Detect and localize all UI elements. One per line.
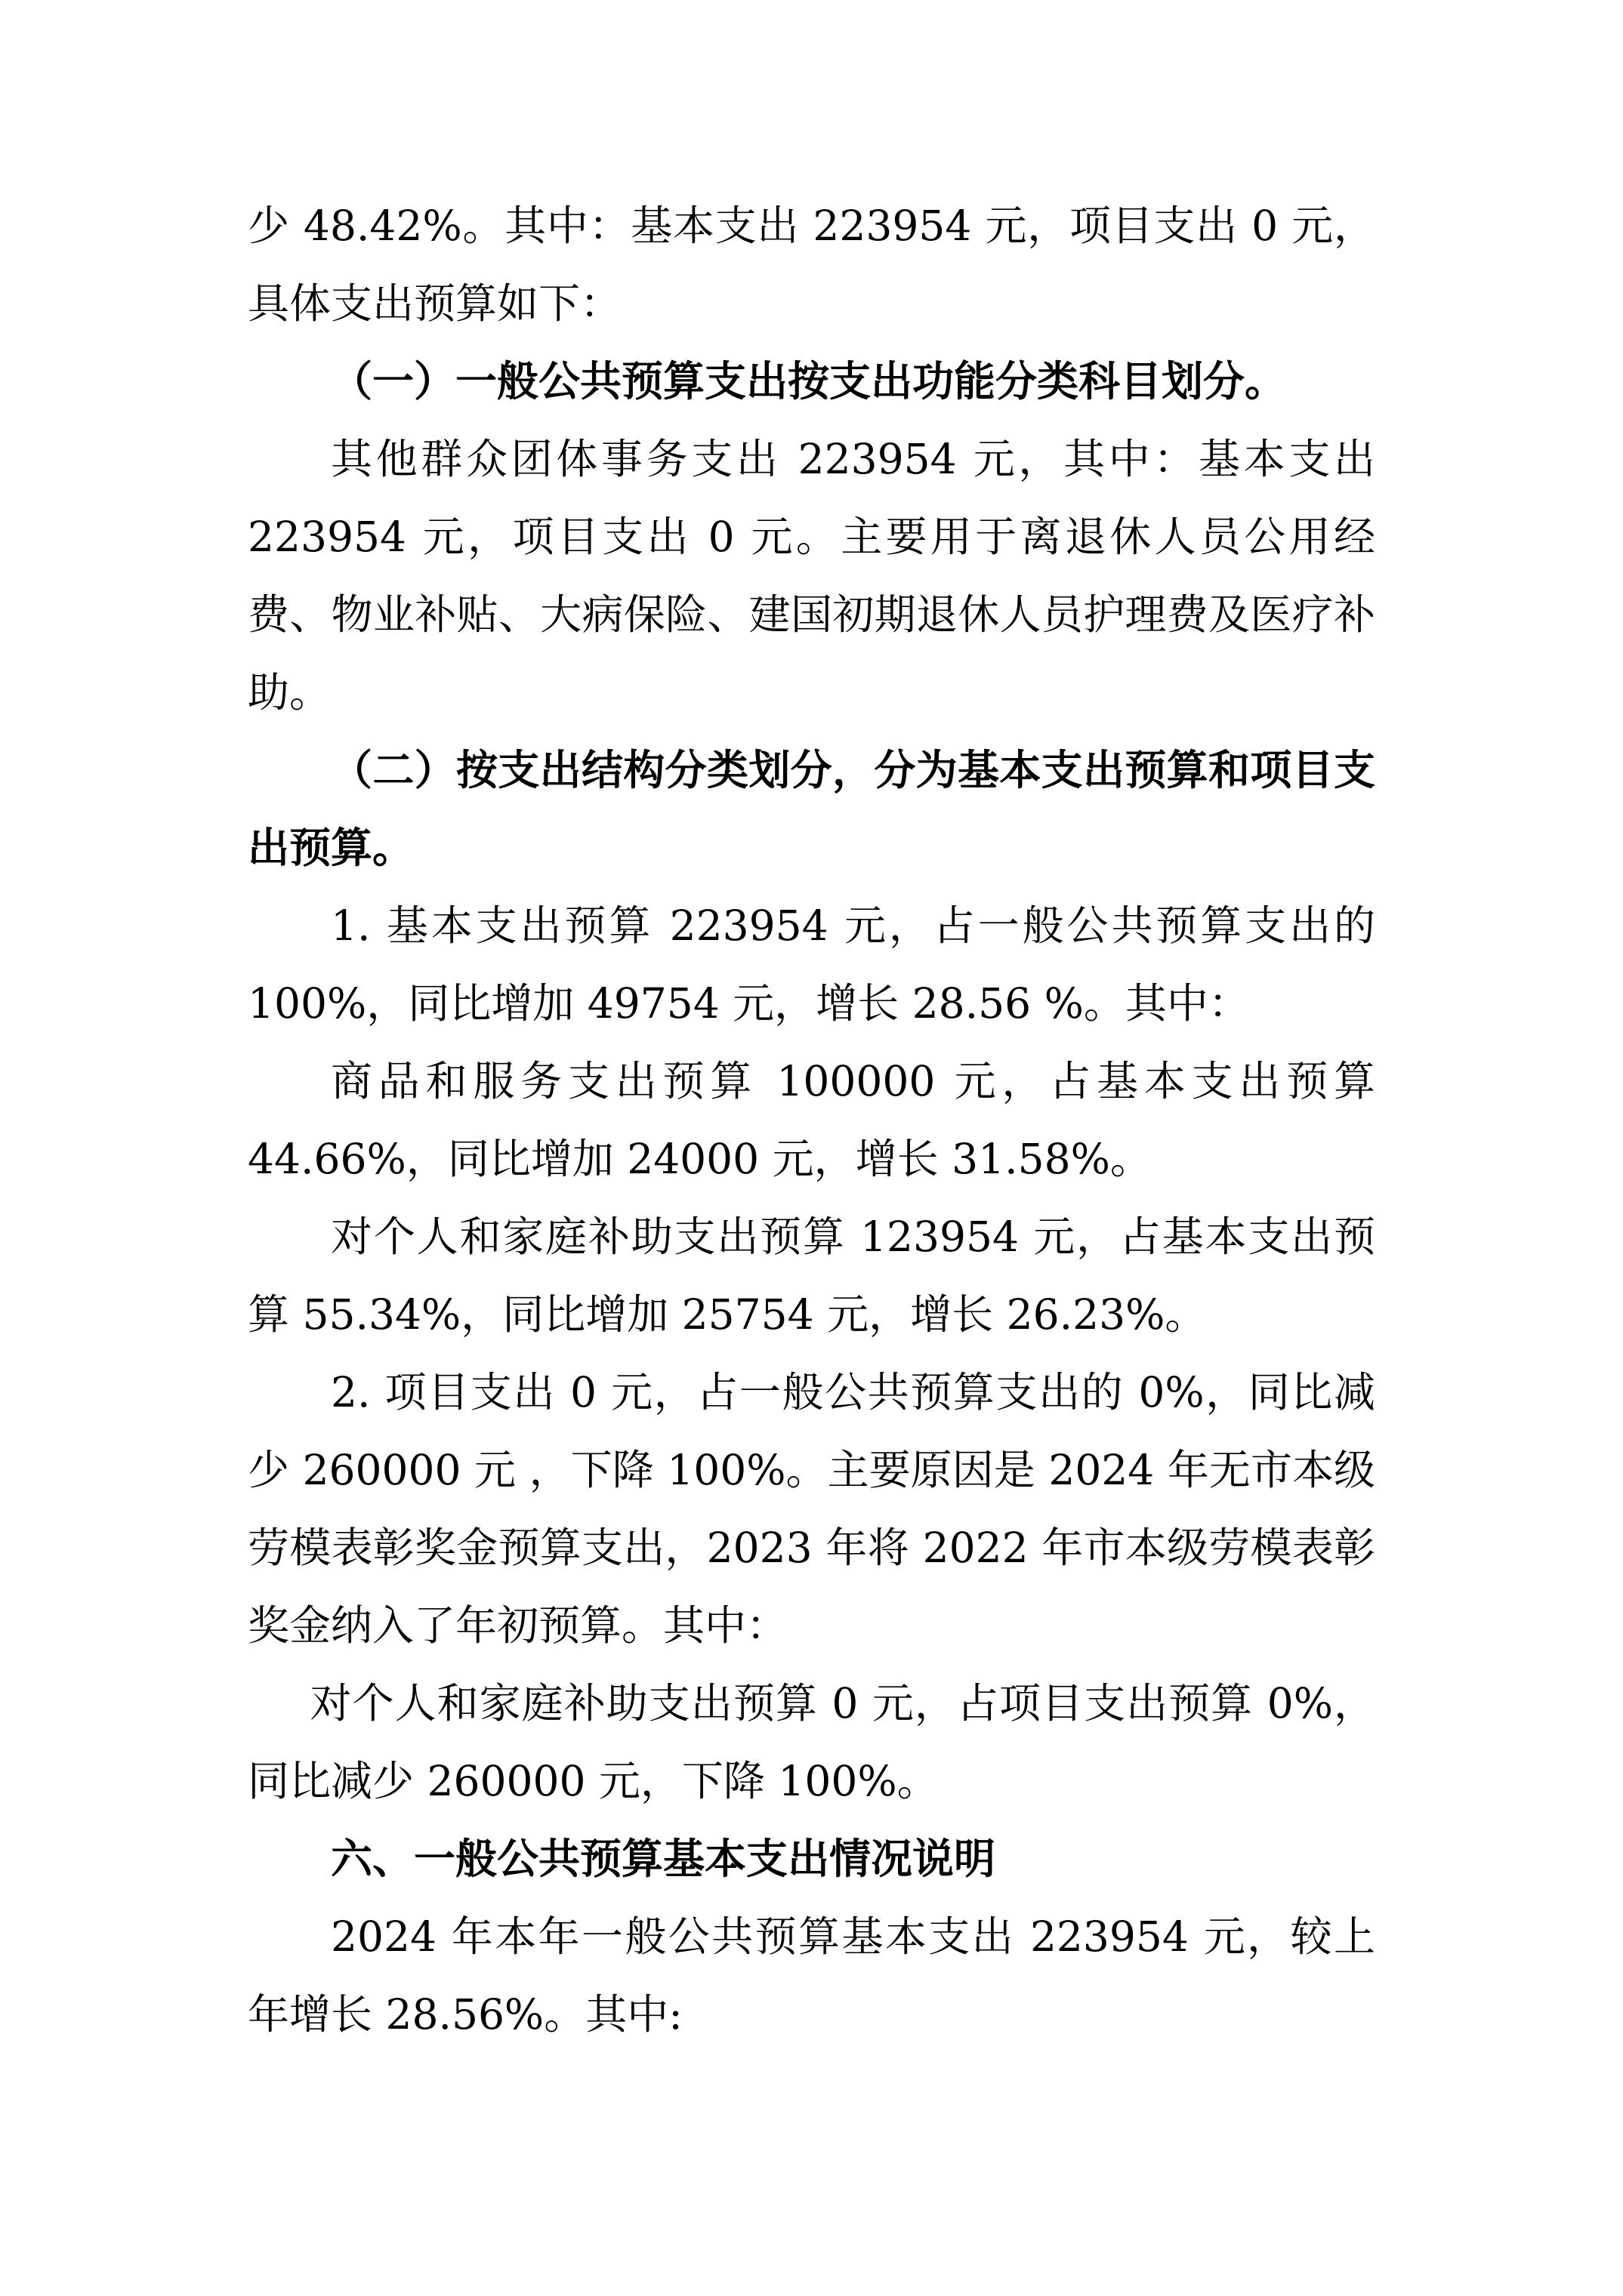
paragraph-project-expenditure-summary: 少 48.42%。其中：基本支出 223954 元，项目支出 0 元，具体支出预算如下： — [248, 202, 1375, 328]
document-text-block — [248, 187, 1375, 2054]
paragraph-individual-family-subsidy-project: 对个人和家庭补助支出预算 0 元，占项目支出预算 0%，同比减少 260000 元，下降 100%。 — [248, 1679, 1375, 1805]
paragraph-project-expenditure-zero: 2. 项目支出 0 元，占一般公共预算支出的 0%，同比减少 260000 元 ，下降 100%。主要原因是 2024 年无市本级劳模表彰奖金预算支出，2023 年将 2022 年市本级劳模表彰奖金纳入了年初预算。其中： — [248, 1368, 1375, 1650]
paragraph-individual-family-subsidy-basic: 对个人和家庭补助支出预算 123954 元，占基本支出预算 55.34%，同比增加 25754 元，增长 26.23%。 — [248, 1213, 1375, 1339]
heading-structure-classification: （二）按支出结构分类划分，分为基本支出预算和项目支出预算。 — [248, 746, 1375, 872]
paragraph-basic-expenditure-budget: 1. 基本支出预算 223954 元，占一般公共预算支出的 100%，同比增加 49754 元，增长 28.56 %。其中： — [248, 901, 1375, 1028]
paragraph-2024-basic-expenditure: 2024 年本年一般公共预算基本支出 223954 元，较上年增长 28.56%。其中: — [248, 1912, 1375, 2039]
heading-functional-classification: （一）一般公共预算支出按支出功能分类科目划分。 — [331, 357, 1287, 405]
paragraph-goods-and-services-expenditure: 商品和服务支出预算 100000 元，占基本支出预算 44.66%，同比增加 24000 元，增长 31.58%。 — [248, 1057, 1375, 1183]
heading-section-six-basic-expenditure-notes: 六、一般公共预算基本支出情况说明 — [331, 1835, 996, 1883]
paragraph-other-mass-organizations-expenditure: 其他群众团体事务支出 223954 元，其中：基本支出 223954 元，项目支出 0 元。主要用于离退休人员公用经费、物业补贴、大病保险、建国初期退休人员护理费及医疗补助。 — [248, 435, 1375, 717]
